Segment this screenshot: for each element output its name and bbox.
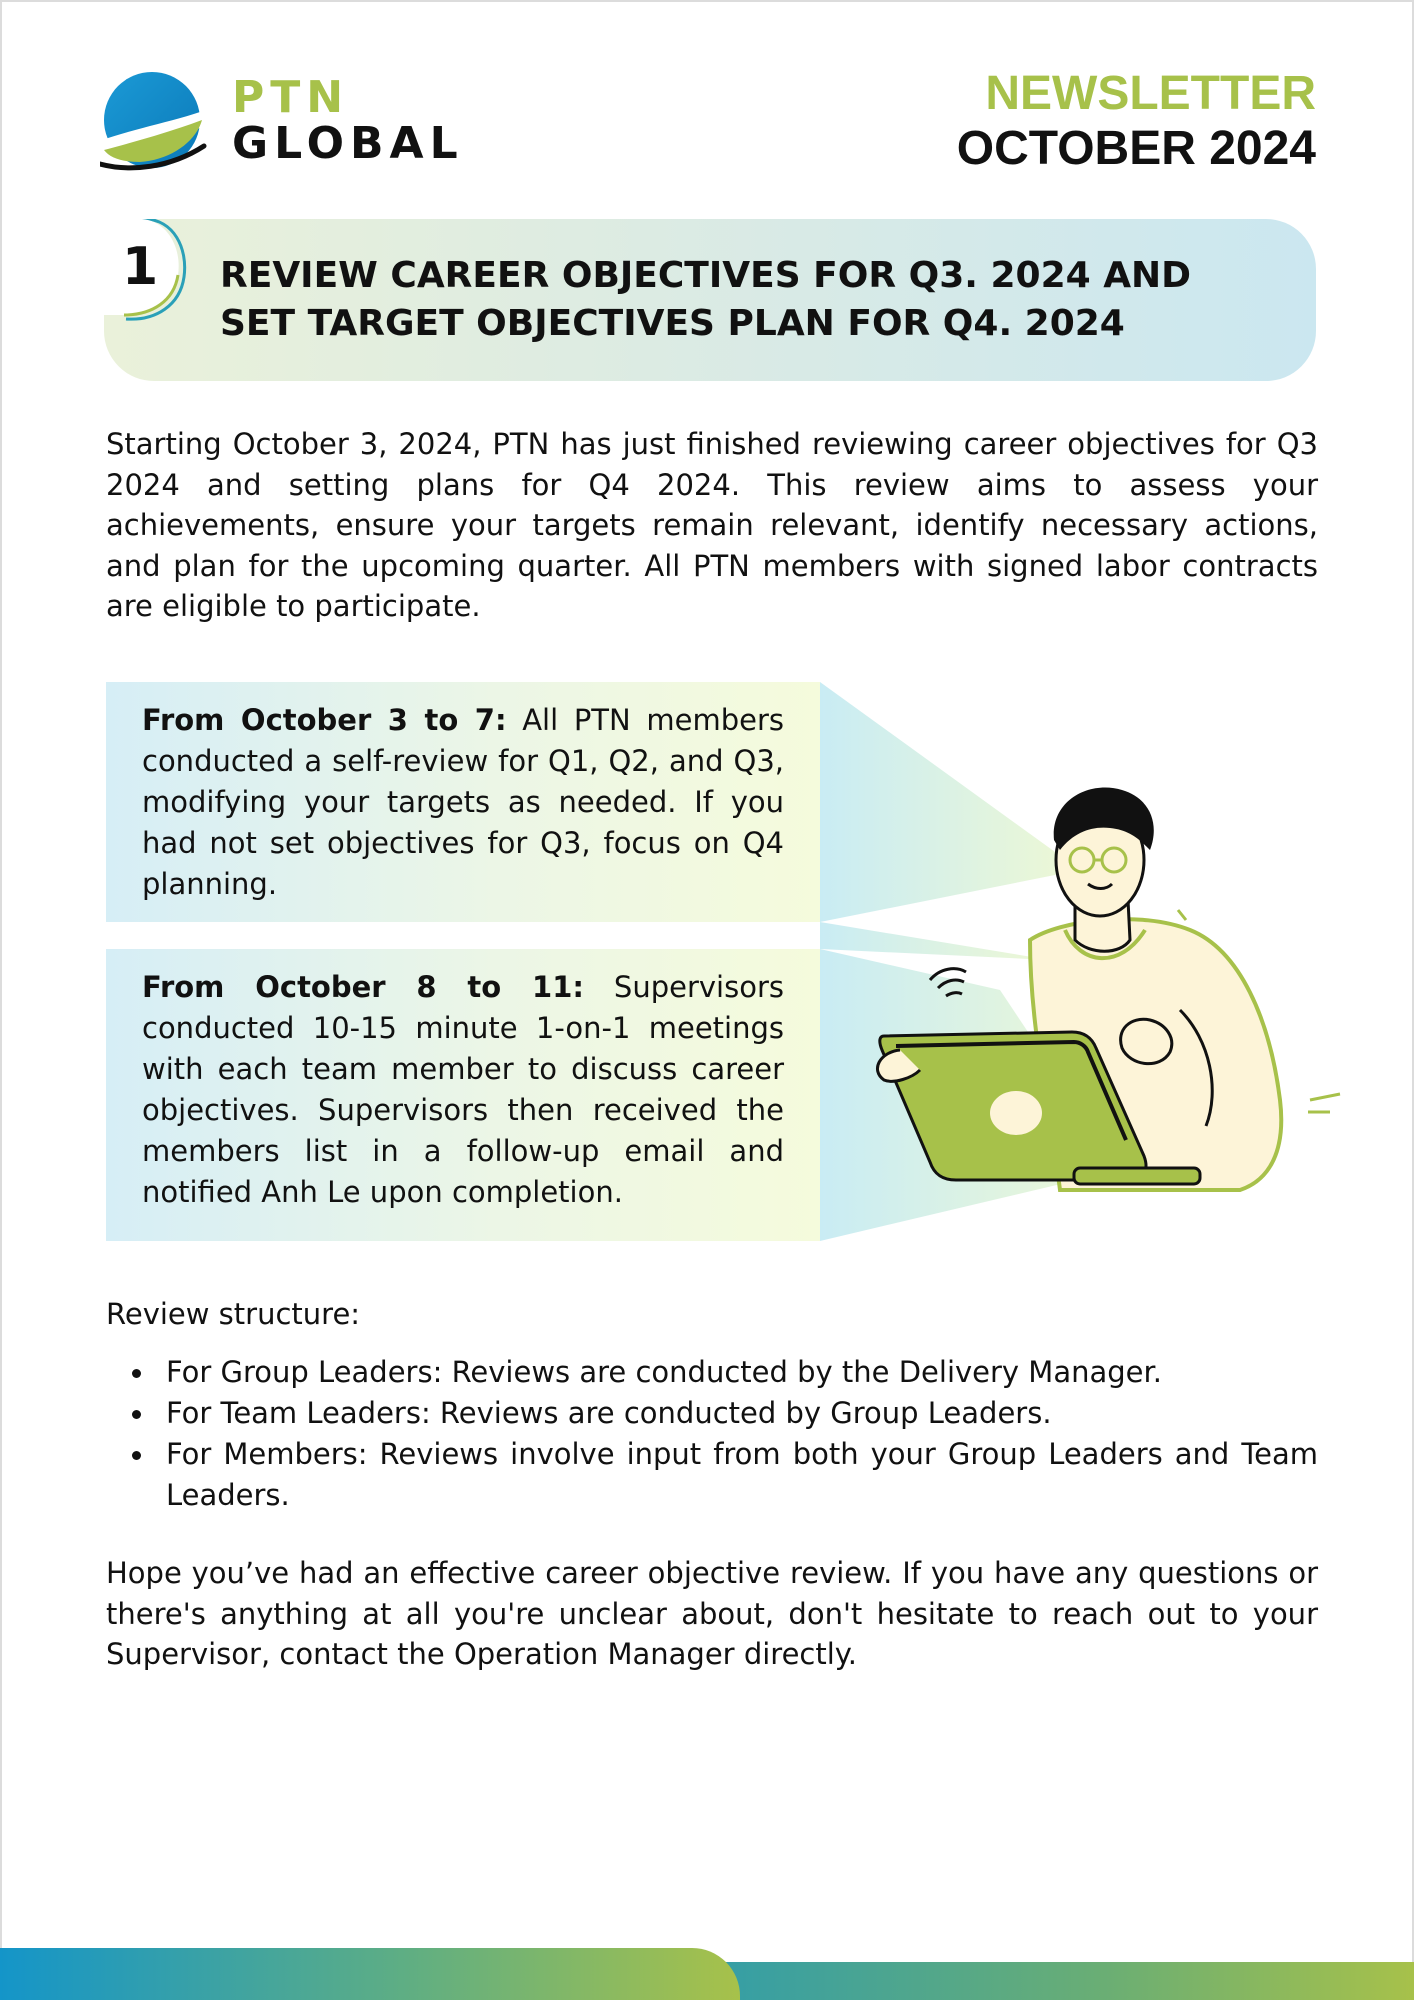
intro-paragraph: Starting October 3, 2024, PTN has just finished reviewing career objectives for Q3 2024 and setting plans for Q4 2024. This review aims to assess your achievements, ensure your targets remain relevant, identify necessary actions, and plan for the upcoming quarter. All PTN members with signed labor contracts are eligible to participate. bbox=[106, 427, 1318, 623]
person-with-laptop-illustration bbox=[860, 780, 1360, 1220]
list-item: For Members: Reviews involve input from both your Group Leaders and Team Leaders. bbox=[106, 1434, 1318, 1516]
timeline-description: Supervisors conducted 10-15 minute 1-on-1 meetings with each team member to discuss career objectives. Supervisors then received the members list in a follow-up email and notified Anh Le upon completion. bbox=[142, 970, 784, 1209]
timeline-text bbox=[142, 967, 784, 1213]
section-title-line-2: SET TARGET OBJECTIVES PLAN FOR Q4. 2024 bbox=[220, 303, 1125, 344]
section-number: 1 bbox=[122, 237, 159, 297]
timeline-label: From October 3 to 7: bbox=[142, 703, 507, 737]
review-structure-list bbox=[106, 1352, 1318, 1516]
section-number-badge bbox=[104, 219, 194, 324]
brand-name-bottom: GLOBAL bbox=[232, 118, 464, 169]
section-title bbox=[220, 252, 1280, 348]
closing-paragraph: Hope you’ve had an effective career objective review. If you have any questions or there's anything at all you're unclear about, don't hesitate to reach out to your Supervisor, contact the Operation Manager directly. bbox=[106, 1556, 1318, 1671]
timeline-text bbox=[142, 700, 784, 905]
section-title-line-1: REVIEW CAREER OBJECTIVES FOR Q3. 2024 AND bbox=[220, 255, 1192, 296]
timeline-box-oct-8-11 bbox=[106, 949, 820, 1241]
list-item: For Team Leaders: Reviews are conducted by Group Leaders. bbox=[106, 1393, 1318, 1434]
newsletter-date: OCTOBER 2024 bbox=[956, 122, 1316, 175]
footer-bar-left bbox=[0, 1948, 740, 2000]
footer-bar-right bbox=[640, 1962, 1414, 2000]
list-item: For Group Leaders: Reviews are conducted by the Delivery Manager. bbox=[106, 1352, 1318, 1393]
globe-logo-icon bbox=[100, 68, 210, 184]
brand-name-top: PTN bbox=[232, 72, 350, 123]
review-structure-heading: Review structure: bbox=[106, 1297, 361, 1331]
timeline-description: All PTN members conducted a self-review for Q1, Q2, and Q3, modifying your targets as needed. If you had not set objectives for Q3, focus on Q4 planning. bbox=[142, 703, 784, 901]
timeline-label: From October 8 to 11: bbox=[142, 970, 584, 1004]
ptn-global-logo bbox=[100, 68, 464, 188]
timeline-box-oct-3-7 bbox=[106, 682, 820, 922]
newsletter-label: NEWSLETTER bbox=[985, 67, 1316, 120]
